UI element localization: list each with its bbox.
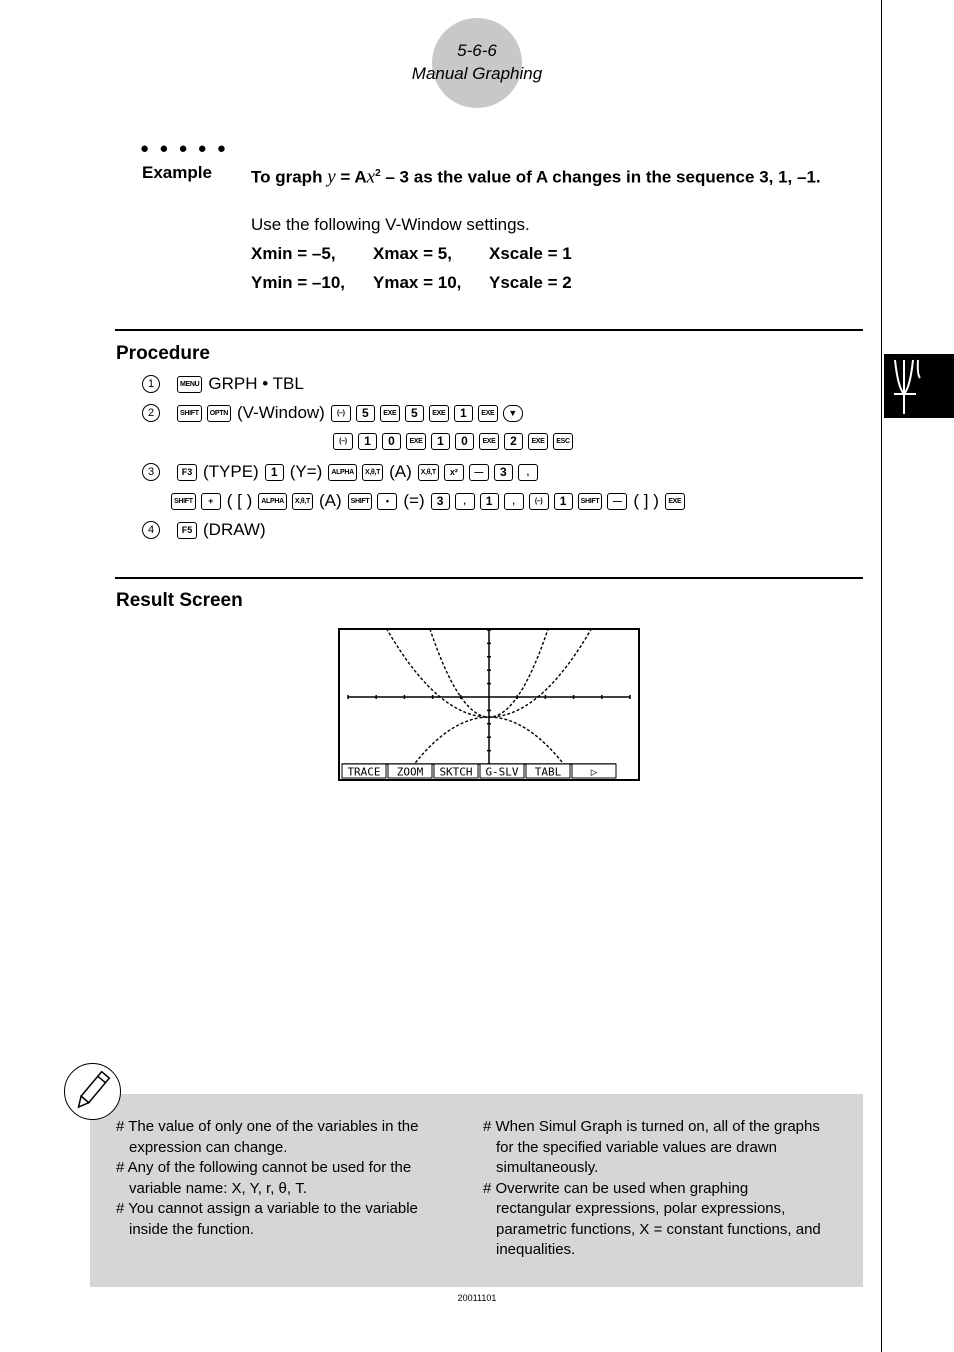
section-title: Manual Graphing: [411, 64, 543, 83]
example-title: To graph $y = Ax^2 - 3$ as the value of A changes in the sequence 3, 1, –1.: [251, 166, 821, 188]
footer-code: 20011101: [457, 1293, 497, 1303]
graph-plot: [340, 630, 638, 779]
step-2: 2 SHIFT OPTN (V-Window) (–) 5 EXE 5 EXE 1 EXE ▼: [142, 403, 523, 423]
note-item: # When Simul Graph is turned on, all of the graphs for the specified variable values are drawn simultaneously.: [483, 1118, 820, 1176]
header-circle: [432, 18, 522, 108]
section-number: 5-6-6: [457, 41, 497, 60]
result-heading: Result Screen: [116, 590, 243, 611]
example-label: Example: [142, 163, 212, 182]
vwindow-instruction: Use the following V-Window settings.: [251, 215, 530, 234]
calculator-screen: [338, 628, 640, 781]
step-1: 1 MENU GRPH • TBL: [142, 374, 305, 394]
graph-icon: [884, 354, 954, 418]
section-divider: [115, 577, 863, 579]
notes-right: [483, 1117, 823, 1261]
menu-item-label: TRACE: [347, 765, 381, 779]
note-item: # The value of only one of the variables in the expression can change.: [116, 1118, 419, 1156]
vwindow-y-row: Ymin = –10, Ymax = 10, Yscale = 2: [251, 273, 572, 292]
menu-item-label: ZOOM: [396, 765, 424, 779]
menu-item-label: SKTCH: [439, 765, 473, 779]
note-item: # Overwrite can be used when graphing rectangular expressions, polar expressions, parametric functions, X = constant functions, and inequalities.: [483, 1179, 821, 1258]
step-3-cont: SHIFT + ( [ ) ALPHA X,θ,T (A) SHIFT • (=) 3 , 1 , (–) 1 SHIFT — ( ] ) EXE: [171, 491, 685, 511]
margin-line: [881, 0, 882, 1352]
menu-item-label: ▷: [590, 765, 598, 779]
vwindow-x-row: Xmin = –5, Xmax = 5, Xscale = 1: [251, 244, 572, 263]
note-item: # Any of the following cannot be used for the variable name: X, Y, r, θ, T.: [116, 1159, 412, 1197]
menu-item-label: TABL: [534, 765, 562, 779]
example-bullets: ● ● ● ● ●: [140, 140, 229, 157]
pencil-icon: [64, 1063, 121, 1120]
section-divider: [115, 329, 863, 331]
step-4: 4 F5 (DRAW): [142, 520, 267, 540]
procedure-heading: Procedure: [116, 343, 210, 364]
step-3: 3 F3 (TYPE) 1 (Y=) ALPHA X,θ,T (A) X,θ,T x² — 3 ,: [142, 462, 538, 482]
chapter-tab: [884, 354, 954, 418]
step-2-cont: (–) 1 0 EXE 1 0 EXE 2 EXE ESC: [333, 433, 573, 450]
menu-item-label: G-SLV: [485, 765, 519, 779]
note-item: # You cannot assign a variable to the variable inside the function.: [116, 1200, 418, 1238]
notes-left: [116, 1117, 456, 1240]
